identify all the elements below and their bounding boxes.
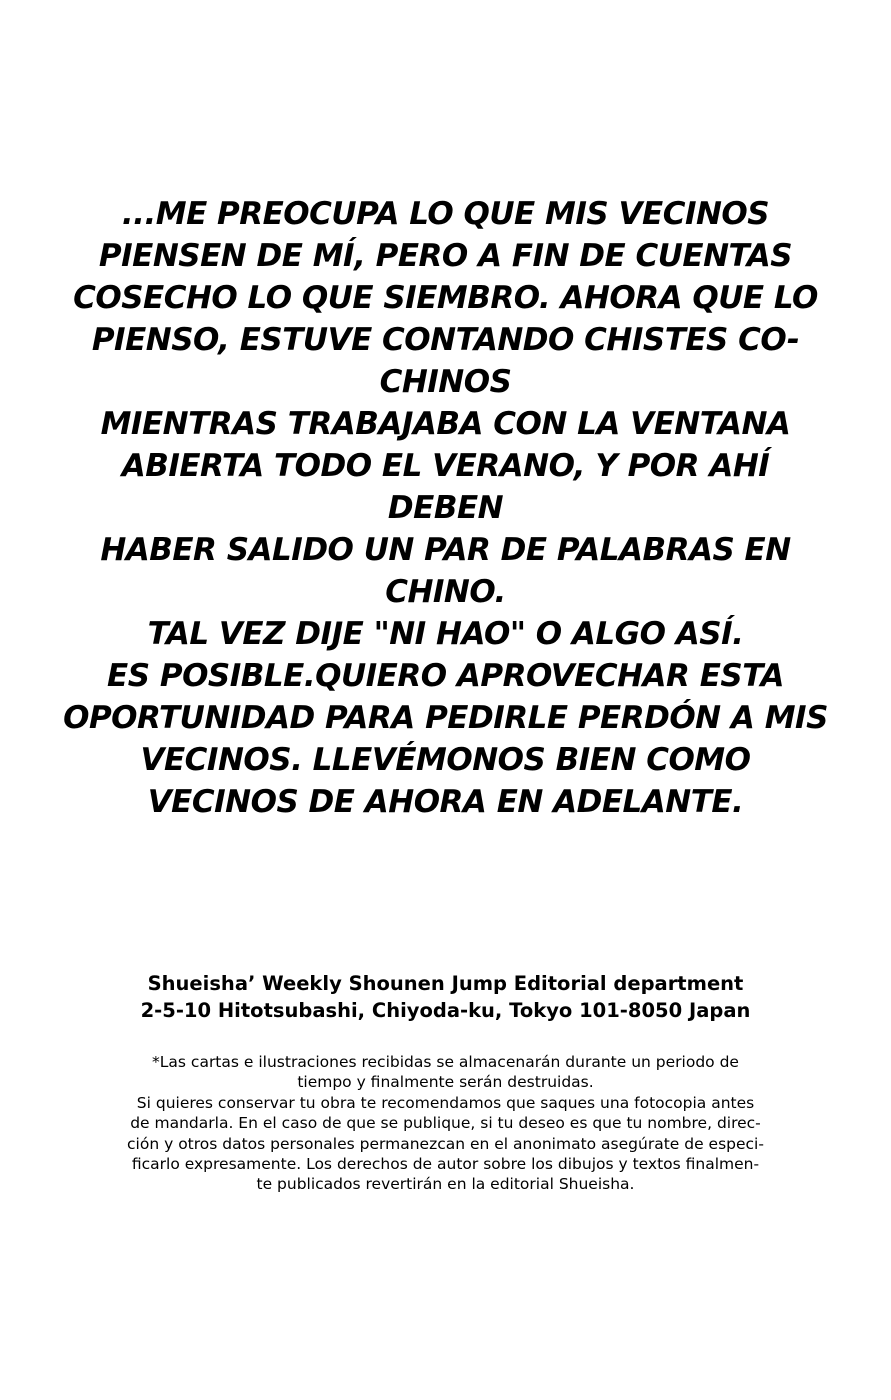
comment-line: CHINOS (379, 364, 512, 400)
comment-line: HABER SALIDO UN PAR DE PALABRAS EN (100, 532, 791, 568)
comment-line: DEBEN (387, 490, 504, 526)
comment-line: COSECHO LO QUE SIEMBRO. AHORA QUE LO (73, 280, 818, 316)
comment-line: MIENTRAS TRABAJABA CON LA VENTANA (100, 406, 791, 442)
comment-line: CHINO. (385, 574, 506, 610)
editorial-department-name: Shueisha’ Weekly Shounen Jump Editorial department (147, 972, 744, 995)
comment-line: VECINOS DE AHORA EN ADELANTE. (147, 784, 744, 820)
notice-line: te publicados revertirán en la editorial Shueisha. (256, 1175, 635, 1194)
comment-line: ES POSIBLE.QUIERO APROVECHAR ESTA (107, 658, 784, 694)
notice-line: *Las cartas e ilustraciones recibidas se almacenarán durante un periodo de (152, 1053, 739, 1071)
notice-line: ción y otros datos personales permanezcan en el anonimato asegúrate de especi- (127, 1134, 764, 1153)
notice-line: ficarlo expresamente. Los derechos de autor sobre los dibujos y textos finalmen- (131, 1155, 760, 1174)
comment-line: VECINOS. LLEVÉMONOS BIEN COMO (140, 742, 751, 778)
notice-line: tiempo y finalmente serán destruidas. (297, 1073, 594, 1092)
postal-address: 2-5-10 Hitotsubashi, Chiyoda-ku, Tokyo 101-8050 Japan (140, 999, 751, 1022)
notice-line: de mandarla. En el caso de que se publique, si tu deseo es que tu nombre, direc- (130, 1114, 761, 1133)
comment-line: TAL VEZ DIJE "NI HAO" O ALGO ASÍ. (147, 616, 744, 652)
editorial-address (40, 970, 851, 1024)
comment-line: PIENSO, ESTUVE CONTANDO CHISTES CO- (91, 322, 800, 358)
comment-line: ...ME PREOCUPA LO QUE MIS VECINOS (121, 196, 770, 232)
author-comment-text (40, 193, 851, 823)
comment-line: PIENSEN DE MÍ, PERO A FIN DE CUENTAS (98, 238, 793, 274)
submission-notice (100, 1052, 791, 1195)
notice-line: Si quieres conservar tu obra te recomendamos que saques una fotocopia antes (136, 1093, 755, 1112)
comment-line: OPORTUNIDAD PARA PEDIRLE PERDÓN A MIS (63, 700, 828, 736)
comment-line: ABIERTA TODO EL VERANO, Y POR AHÍ (121, 448, 770, 484)
